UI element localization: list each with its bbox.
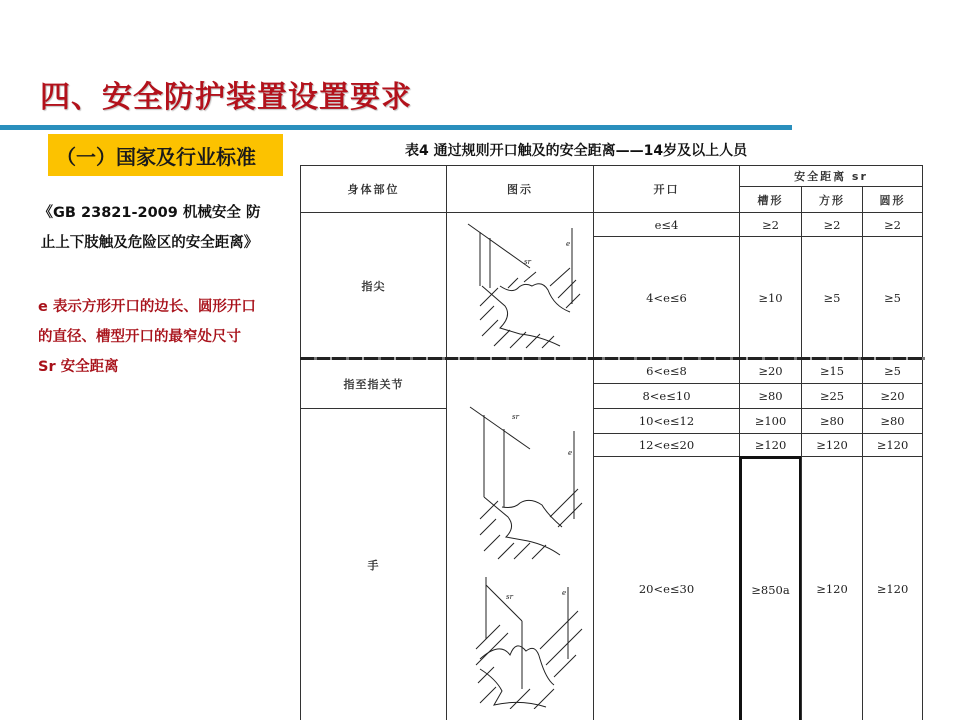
round-value: ≥5 — [884, 290, 901, 305]
table-row-1-slot — [739, 236, 802, 359]
table-row-3-round — [862, 383, 923, 409]
table-row-0-square — [801, 212, 863, 237]
standard-reference-line-2: 止上下肢触及危险区的安全距离》 — [40, 235, 259, 251]
slot-value: ≥2 — [762, 217, 779, 232]
slot-value: ≥120 — [754, 438, 787, 452]
svg-text:sr: sr — [512, 413, 519, 421]
header-figure-label: 图示 — [507, 183, 533, 196]
table-row-6-slot — [739, 456, 802, 720]
header-figure — [446, 165, 594, 213]
table-row-4-square — [801, 408, 863, 434]
table-row-2-round — [862, 358, 923, 384]
body-part-finger-to-knuckle — [300, 358, 447, 409]
standard-reference-line-1: 《GB 23821-2009 机械安全 防 — [38, 205, 261, 221]
table-row-0-round — [862, 212, 923, 237]
svg-text:sr: sr — [506, 593, 513, 601]
slot-value: ≥20 — [758, 364, 783, 378]
header-round-label: 圆形 — [879, 193, 906, 207]
slide-title: 四、安全防护装置设置要求 — [40, 80, 412, 115]
round-value: ≥20 — [880, 389, 905, 403]
header-opening — [593, 165, 740, 213]
header-safety-distance-label: 安全距离 sr — [794, 170, 868, 183]
table-caption: 表4 通过规则开口触及的安全距离——14岁及以上人员 — [405, 143, 748, 159]
square-value: ≥15 — [819, 364, 845, 378]
table-row-5-round — [862, 433, 923, 457]
section-badge — [48, 134, 283, 176]
title-divider — [0, 125, 792, 130]
body-part-hand — [300, 408, 447, 720]
body-part-label: 指尖 — [361, 279, 386, 293]
table-row-0-opening — [593, 212, 740, 237]
header-round — [862, 186, 923, 213]
table-row-1-round — [862, 236, 923, 359]
table-row-5-opening — [593, 433, 740, 457]
table-row-0-slot — [739, 212, 802, 237]
figure-fingertip — [446, 212, 594, 359]
opening-value: 6<e≤8 — [646, 364, 687, 378]
opening-value: 10<e≤12 — [638, 414, 695, 428]
header-slot — [739, 186, 802, 213]
table-row-2-slot — [739, 358, 802, 384]
opening-value: 4<e≤6 — [646, 290, 687, 305]
header-slot-label: 槽形 — [757, 193, 784, 207]
table-row-1-square — [801, 236, 863, 359]
square-value: ≥5 — [823, 290, 841, 305]
header-safety-distance — [739, 165, 923, 187]
standard-reference — [22, 198, 277, 258]
square-value: ≥120 — [816, 438, 848, 452]
opening-value: 12<e≤20 — [638, 438, 695, 452]
header-opening-label: 开口 — [653, 183, 680, 196]
slot-value: ≥10 — [758, 290, 783, 305]
slot-value: ≥100 — [754, 414, 787, 428]
svg-text:e: e — [562, 589, 567, 597]
definition-note — [38, 292, 288, 382]
note-line-1: e 表示方形开口的边长、圆形开口 — [38, 299, 256, 315]
square-value: ≥25 — [819, 389, 845, 403]
table-row-2-square — [801, 358, 863, 384]
table-row-2-opening — [593, 358, 740, 384]
square-value: ≥80 — [819, 414, 845, 428]
square-value: ≥2 — [823, 217, 841, 232]
table-row-6-square — [801, 456, 863, 720]
table-row-4-slot — [739, 408, 802, 434]
table-row-1-opening — [593, 236, 740, 359]
header-square — [801, 186, 863, 213]
figure-hand — [446, 358, 594, 720]
round-value: ≥80 — [880, 414, 905, 428]
opening-value: e≤4 — [654, 217, 679, 232]
body-part-label: 指至指关节 — [343, 377, 404, 391]
table-row-4-opening — [593, 408, 740, 434]
header-body-part-label: 身体部位 — [347, 183, 400, 196]
note-line-3: Sr 安全距离 — [38, 359, 119, 375]
section-badge-label: （一）国家及行业标准 — [56, 144, 256, 169]
svg-text:e: e — [568, 449, 573, 457]
table-row-5-slot — [739, 433, 802, 457]
round-value: ≥2 — [884, 217, 901, 232]
table-row-3-slot — [739, 383, 802, 409]
table-row-4-round — [862, 408, 923, 434]
table-row-6-round — [862, 456, 923, 720]
table-row-3-opening — [593, 383, 740, 409]
slot-value: ≥80 — [758, 389, 783, 403]
opening-value: 20<e≤30 — [638, 581, 695, 596]
opening-value: 8<e≤10 — [642, 389, 691, 403]
slot-value: ≥850a — [751, 582, 790, 597]
round-value: ≥120 — [876, 438, 909, 452]
round-value: ≥120 — [876, 581, 909, 596]
header-body-part — [300, 165, 447, 213]
table-row-3-square — [801, 383, 863, 409]
body-part-label: 手 — [367, 558, 380, 572]
svg-text:e: e — [566, 239, 571, 248]
round-value: ≥5 — [884, 364, 901, 378]
square-value: ≥120 — [816, 581, 848, 596]
table-row-6-opening — [593, 456, 740, 720]
header-square-label: 方形 — [819, 193, 845, 207]
body-part-fingertip — [300, 212, 447, 359]
table-row-5-square — [801, 433, 863, 457]
note-line-2: 的直径、槽型开口的最窄处尺寸 — [38, 329, 241, 345]
hand-diagram-icon — [450, 359, 590, 709]
fingertip-diagram-icon — [450, 216, 590, 356]
svg-text:sr: sr — [524, 257, 531, 266]
